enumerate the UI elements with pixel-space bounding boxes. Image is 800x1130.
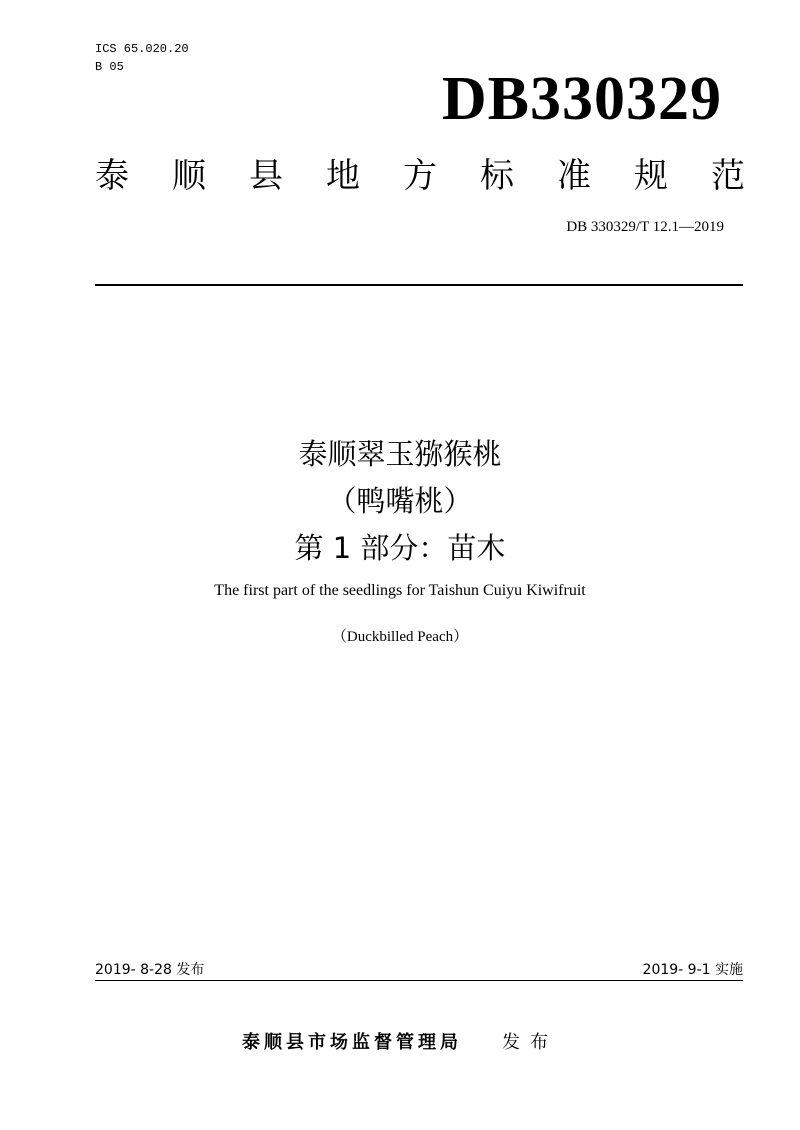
issuer-name: 泰顺县市场监督管理局 [242,1032,462,1053]
standard-kind-char: 规 [634,156,668,196]
document-part-title: 第 1 部分：苗木 [294,531,506,565]
ics-code: ICS 65.020.20 [95,42,189,56]
standard-kind-char: 方 [403,156,437,196]
standard-number: DB 330329/T 12.1—2019 [566,219,724,235]
issue-word: 发布 [502,1032,558,1053]
implement-date: 2019- 9-1 实施 [642,962,743,978]
issuer-line [0,1030,800,1056]
standard-kind-char: 标 [480,156,514,196]
standard-kind-char: 泰 [95,156,129,196]
english-title: The first part of the seedlings for Taishun Cuiyu Kiwifruit [214,582,586,599]
db-code: DB330329 [441,65,722,133]
footer-divider [95,980,743,981]
standard-kind [95,152,745,200]
document-title-alias: （鸭嘴桃） [327,484,473,518]
document-title: 泰顺翠玉猕猴桃 [298,437,502,471]
english-subtitle: （Duckbilled Peach） [331,629,469,645]
standard-kind-char: 顺 [172,156,206,196]
standard-kind-char: 地 [326,156,360,196]
header-divider [95,284,743,286]
publish-date: 2019- 8-28 发布 [95,962,205,978]
ccs-code: B 05 [95,60,124,74]
standard-kind-char: 准 [557,156,591,196]
standard-kind-char: 范 [711,156,745,196]
classification-block [95,40,189,76]
standard-kind-char: 县 [249,156,283,196]
